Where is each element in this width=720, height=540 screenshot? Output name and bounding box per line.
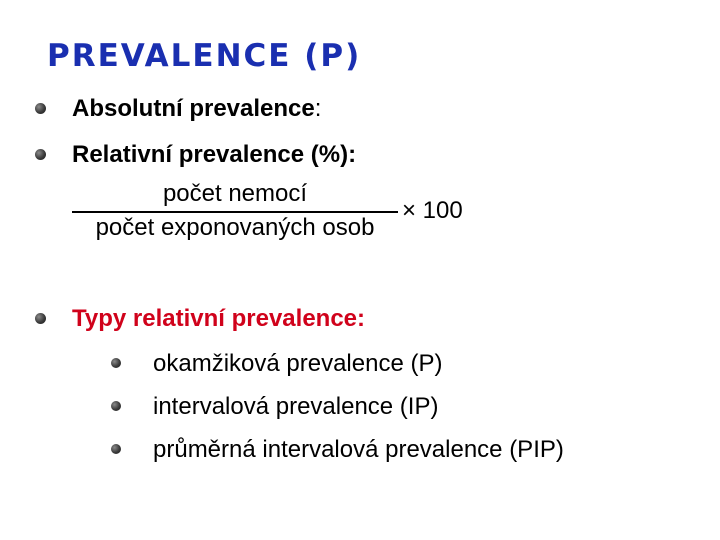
bullet-icon: [35, 103, 46, 114]
bullet-icon: [35, 149, 46, 160]
slide-title: PREVALENCE (P): [47, 38, 362, 74]
relative-prevalence-label: Relativní prevalence (%):: [72, 141, 357, 168]
absolute-prevalence-suffix: :: [314, 95, 322, 122]
types-heading: Typy relativní prevalence:: [72, 305, 366, 332]
bullet-icon: [35, 313, 46, 324]
list-item-point-prevalence: okamžiková prevalence (P): [153, 350, 443, 377]
list-item-average-interval-prevalence: průměrná intervalová prevalence (PIP): [153, 436, 564, 463]
formula-denominator: počet exponovaných osob: [95, 214, 375, 241]
sub-bullet-icon: [111, 401, 121, 411]
absolute-prevalence-label: Absolutní prevalence: [72, 95, 315, 122]
fraction-bar: [72, 211, 398, 213]
formula-multiplier: × 100: [402, 197, 463, 224]
formula-numerator: počet nemocí: [162, 180, 308, 207]
sub-bullet-icon: [111, 444, 121, 454]
sub-bullet-icon: [111, 358, 121, 368]
list-item-interval-prevalence: intervalová prevalence (IP): [153, 393, 439, 420]
absolute-prevalence-item: [72, 97, 321, 121]
